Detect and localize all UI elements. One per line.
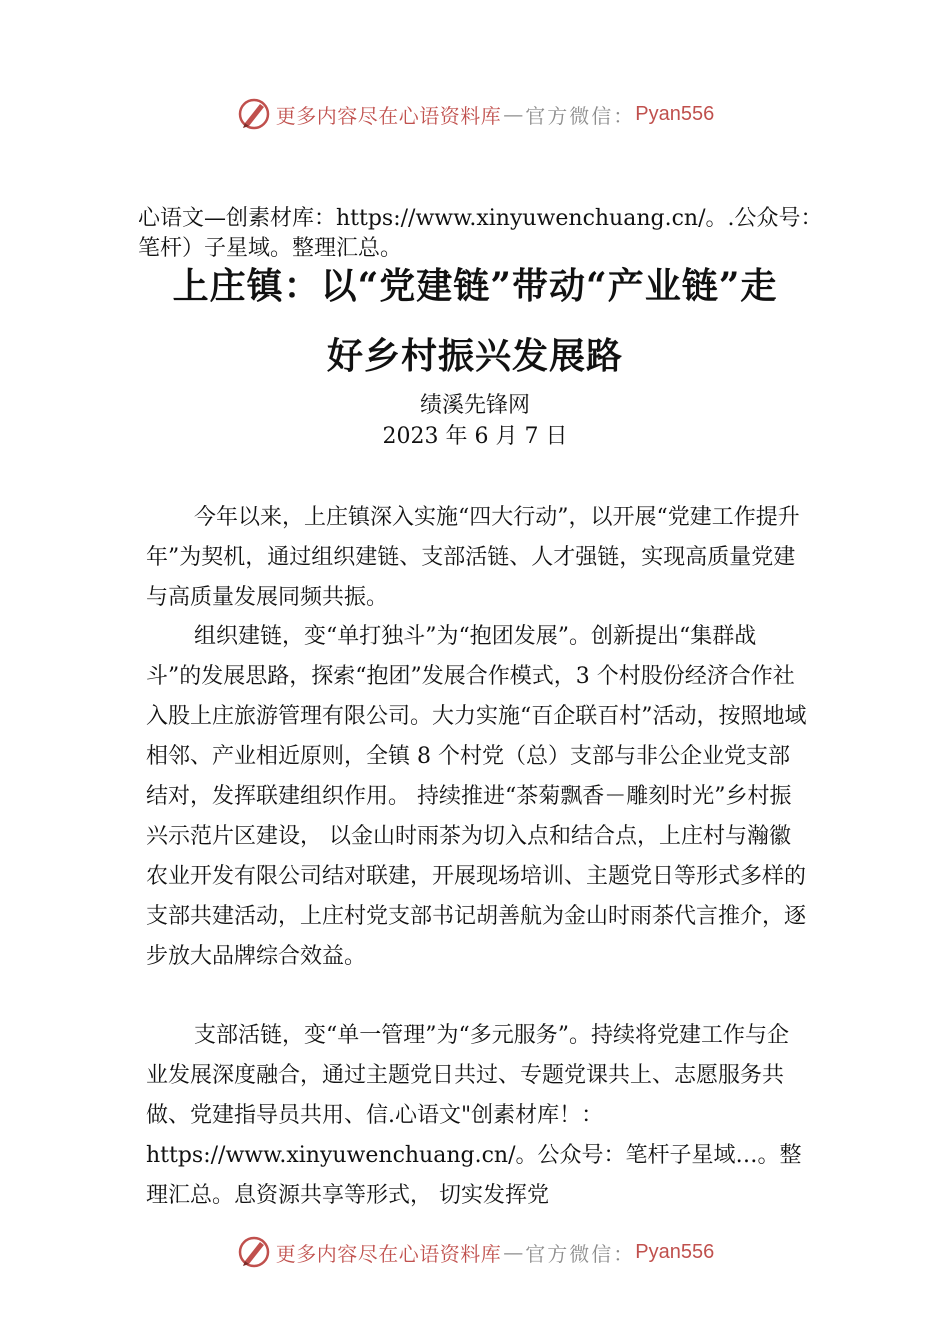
banner-slogan: 更多内容尽在心语资料库 xyxy=(275,103,502,128)
article-paragraph xyxy=(146,617,810,977)
article-date: 2023 年 6 月 7 日 xyxy=(382,424,568,449)
banner-separator: — xyxy=(503,1240,524,1264)
paragraph-text: 组织建链，变“单打独斗”为“抱团发展”。创新提出“集群战斗”的发展思路，探索“抱团”发展合作模式，3 个村股份经济合作社入股上庄旅游管理有限公司。大力实施“百企联百村”活动，按照地域相邻、产业相近原则，全镇 8 个村党（总）支部与非公企业党支部结对，发挥联建组织作用。 持续推进“茶菊飘香－雕刻时光”乡村振兴示范片区建设， 以金山时雨茶为切入点和结合点，上庄村与瀚徽农业开发有限公司结对联建，开展现场培训、主题党日等形式多样的支部共建活动，上庄村党支部书记胡善航为金山时雨茶代言推介，逐步放大品牌综合效益。 xyxy=(146,624,807,969)
article-title-line-1: 上庄镇：以“党建链”带动“产业链”走 xyxy=(172,265,778,307)
banner-wechat-id: Pyan556 xyxy=(635,1240,715,1263)
footer-banner xyxy=(0,1230,950,1274)
source-note: 心语文—创素材库：https://www.xinyuwenchuang.cn/。.公众号：笔杆）子星域。整理汇总。 xyxy=(138,206,823,261)
article-title-line-2: 好乡村振兴发展路 xyxy=(326,335,623,377)
article-paragraph xyxy=(146,1016,810,1216)
paragraph-text: 今年以来，上庄镇深入实施“四大行动”，以开展“党建工作提升年”为契机，通过组织建链、支部活链、人才强链，实现高质量党建与高质量发展同频共振。 xyxy=(146,505,800,610)
banner-wechat-id: Pyan556 xyxy=(635,102,715,125)
article-publisher: 绩溪先锋网 xyxy=(419,393,530,418)
article-paragraph xyxy=(146,498,810,618)
banner-wechat-label: 官方微信： xyxy=(525,103,636,128)
header-banner xyxy=(0,92,950,136)
pen-logo-icon xyxy=(236,1234,272,1270)
banner-separator: — xyxy=(503,102,524,126)
banner-wechat-label: 官方微信： xyxy=(525,1241,636,1266)
banner-slogan: 更多内容尽在心语资料库 xyxy=(275,1241,502,1266)
pen-logo-icon xyxy=(236,96,272,132)
paragraph-text: 支部活链，变“单一管理”为“多元服务”。持续将党建工作与企业发展深度融合，通过主题党日共过、专题党课共上、志愿服务共做、党建指导员共用、信.心语文"创素材库！：https://www.xinyuwenchuang.cn/。公众号：笔杆子星域…。整理汇总。息资源共享等形式， 切实发挥党 xyxy=(146,1023,802,1208)
